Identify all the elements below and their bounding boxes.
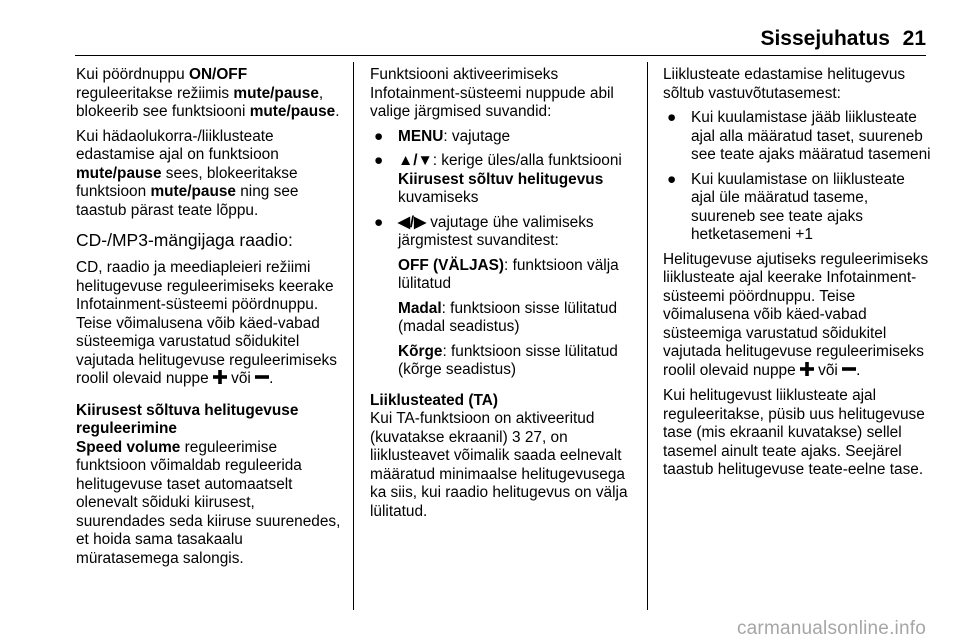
paragraph: Kui hädaolukorra-/liiklusteate edastamise ajal on funktsioon mute/pause sees, blokeeritakse funktsioon mute/pause ning see taastub pärast teate lõppu. xyxy=(76,127,299,219)
option-item: Madal: funktsioon sisse lülitatud (madal seadistus) xyxy=(398,299,618,335)
paragraph: Helitugevuse ajutiseks reguleerimiseks liiklusteate ajal keerake Infotainment-süsteemi pöördnuppu. Teise võimalusena võib käed-vabad süsteemiga varustatud sõidukitel vajutada helitugevuse reguleerimiseks roolil olevaid nuppe või . xyxy=(663,251,931,382)
minus-icon xyxy=(255,370,269,390)
paragraph: CD, raadio ja meediapleieri režiimi helitugevuse reguleerimiseks keerake Infotainment-süsteemi pöördnuppu. Teise võimalusena võib käed-vabad süsteemiga varustatud sõidukitel vajutada helitugevuse reguleerimiseks roolil olevaid nuppe või . xyxy=(76,259,348,390)
column-divider xyxy=(353,62,354,610)
bullet-icon: ● xyxy=(667,109,677,126)
plus-icon xyxy=(800,362,814,382)
subheading: Kiirusest sõltuva helitugevuse reguleerimine xyxy=(76,401,299,437)
column-left xyxy=(76,66,348,574)
header-rule xyxy=(75,55,926,56)
page-header xyxy=(0,27,960,57)
column-middle xyxy=(370,66,638,527)
paragraph: Kui TA-funktsioon on aktiveeritud (kuvatakse ekraanil) 3 27, on liiklusteavet võimalik saada eelnevalt määratud minimaalse helitugevusega ka siis, kui raadio helitugevus on välja lülitatud. xyxy=(370,410,628,520)
paragraph: Kui pöördnuppu ON/OFF reguleeritakse režiimis mute/pause, blokeerib see funktsiooni mute/pause. xyxy=(76,66,340,120)
bullet-icon: ● xyxy=(374,127,384,145)
page-title: Sissejuhatus xyxy=(760,27,890,50)
watermark: carmanualsonline.info xyxy=(736,618,926,639)
page-number: 21 xyxy=(902,27,926,50)
paragraph: Funktsiooni aktiveerimiseks Infotainment-süsteemi nuppude abil valige järgmised suvandid: xyxy=(370,66,614,120)
list-item: ● MENU: vajutage xyxy=(374,127,511,145)
list-item: ● Kui kuulamistase on liiklusteate ajal üle määratud taseme, suureneb see teate ajaks hetketasemeni +1 xyxy=(667,170,905,243)
column-divider xyxy=(647,62,648,610)
column-right xyxy=(663,66,931,486)
option-item: Kõrge: funktsioon sisse lülitatud (kõrge seadistus) xyxy=(398,342,618,378)
bullet-icon: ● xyxy=(374,152,384,169)
list-item: ● Kui kuulamistase jääb liiklusteate ajal alla määratud taset, suureneb see teate ajaks määratud tasemeni xyxy=(667,109,931,163)
subheading: Liiklusteated (TA) xyxy=(370,391,498,409)
plus-icon xyxy=(213,370,227,390)
paragraph: Kui helitugevust liiklusteate ajal reguleeritakse, püsib uus helitugevuse tase (mis ekraanil kuvatakse) sellel tasemel ainult teate ajaks. Seejärel taastub helitugevuse teate-eelne tase. xyxy=(663,387,925,478)
paragraph: Speed volume reguleerimise funktsioon võimaldab reguleerida helitugevuse taset automaatselt olenevalt sõiduki kiirusest, suurendades seda kiiruse suurenedes, et hoida sama tasakaalu müratasemega salongis. xyxy=(76,438,341,567)
bullet-icon: ● xyxy=(667,170,677,188)
option-item: OFF (VÄLJAS): funktsioon välja lülitatud xyxy=(398,256,619,292)
list-item: ● ◀/▶ vajutage ühe valimiseks järgmistest suvanditest: xyxy=(374,213,594,249)
section-heading: CD-/MP3-mängijaga raadio: xyxy=(76,230,293,250)
paragraph: Liiklusteate edastamise helitugevus sõltub vastuvõtutasemest: xyxy=(663,66,906,102)
page-reference-icon: 3 xyxy=(512,428,521,446)
list-item: ● ▲/▼: kerige üles/alla funktsiooni Kiirusest sõltuv helitugevus kuvamiseks xyxy=(374,152,622,206)
minus-icon xyxy=(842,362,856,382)
bullet-icon: ● xyxy=(374,213,384,231)
